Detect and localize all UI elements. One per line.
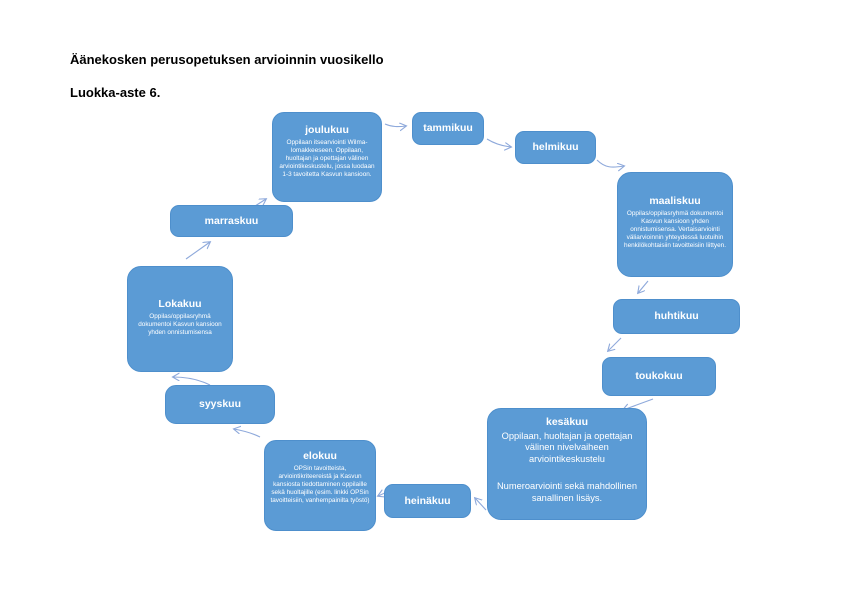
arrow-elokuu-to-syyskuu — [234, 429, 260, 437]
page-subtitle: Luokka-aste 6. — [70, 85, 161, 100]
month-box-helmikuu — [515, 131, 596, 164]
month-label-syyskuu: syyskuu — [198, 398, 242, 411]
month-box-maaliskuu — [617, 172, 733, 277]
month-label-toukokuu: toukokuu — [635, 370, 683, 383]
month-body-elokuu: OPSin tavoitteista, arviointikriteereistä ja Kasvun kansiosta tiedottaminen oppilaille sekä huoltajille (esim. linkki OPSin tavoitteisiin, vanhempainilta työstö) — [270, 464, 370, 504]
month-body-kesakuu-1: Oppilaan, huoltajan ja opettajan välinen nivelvaiheen arviointikeskustelu — [501, 430, 633, 464]
month-box-marraskuu — [170, 205, 293, 237]
month-label-tammikuu: tammikuu — [423, 122, 473, 135]
month-label-marraskuu: marraskuu — [204, 214, 259, 227]
month-box-elokuu — [264, 440, 376, 531]
arrow-helmikuu-to-maaliskuu — [597, 160, 624, 167]
arrow-syyskuu-to-lokakuu — [173, 377, 210, 385]
month-label-kesakuu: kesäkuu — [545, 416, 589, 428]
page-title: Äänekosken perusopetuksen arvioinnin vuosikello — [70, 52, 384, 67]
month-label-helmikuu: helmikuu — [532, 141, 579, 154]
month-label-huhtikuu: huhtikuu — [654, 310, 699, 323]
month-box-heinakuu — [384, 484, 471, 518]
arrow-joulukuu-to-tammikuu — [385, 124, 406, 127]
month-box-lokakuu — [127, 266, 233, 372]
month-body-maaliskuu: Oppilas/oppilasryhmä dokumentoi Kasvun kansioon yhden onnistumisensa. Vertaisarviointi väliarvioinnin yhteydessä luotuihin henkilökohtaisiin tavoitteisiin liittyen. — [624, 209, 726, 249]
month-body-joulukuu: Oppilaan itsearviointi Wilma-lomakkeeseen. Oppilaan, huoltajan ja opettajan välinen arviointikeskustelu, jossa luodaan 1-3 tavoitetta Kasvun kansioon. — [279, 138, 375, 178]
month-box-huhtikuu — [613, 299, 740, 334]
arrow-maaliskuu-to-huhtikuu — [638, 281, 648, 293]
month-box-kesakuu — [487, 408, 647, 520]
arrow-huhtikuu-to-toukokuu — [608, 338, 621, 351]
month-label-lokakuu: Lokakuu — [158, 298, 202, 310]
month-box-toukokuu — [602, 357, 716, 396]
document-header — [70, 52, 384, 100]
month-body-kesakuu-2: Numeroarviointi sekä mahdollinen sanallinen lisäys. — [496, 481, 638, 504]
month-label-elokuu: elokuu — [303, 450, 337, 462]
arrow-tammikuu-to-helmikuu — [487, 139, 511, 147]
month-box-joulukuu — [272, 112, 382, 202]
month-body-lokakuu: Oppilas/oppilasryhmä dokumentoi Kasvun kansioon yhden onnistumisensa — [138, 312, 222, 336]
month-label-joulukuu: joulukuu — [305, 124, 349, 136]
month-box-tammikuu — [412, 112, 484, 145]
arrow-lokakuu-to-marraskuu — [186, 242, 210, 259]
month-box-syyskuu — [165, 385, 275, 424]
month-label-heinakuu: heinäkuu — [404, 494, 451, 507]
arrow-kesakuu-to-heinakuu — [475, 498, 486, 510]
month-label-maaliskuu: maaliskuu — [649, 195, 701, 207]
